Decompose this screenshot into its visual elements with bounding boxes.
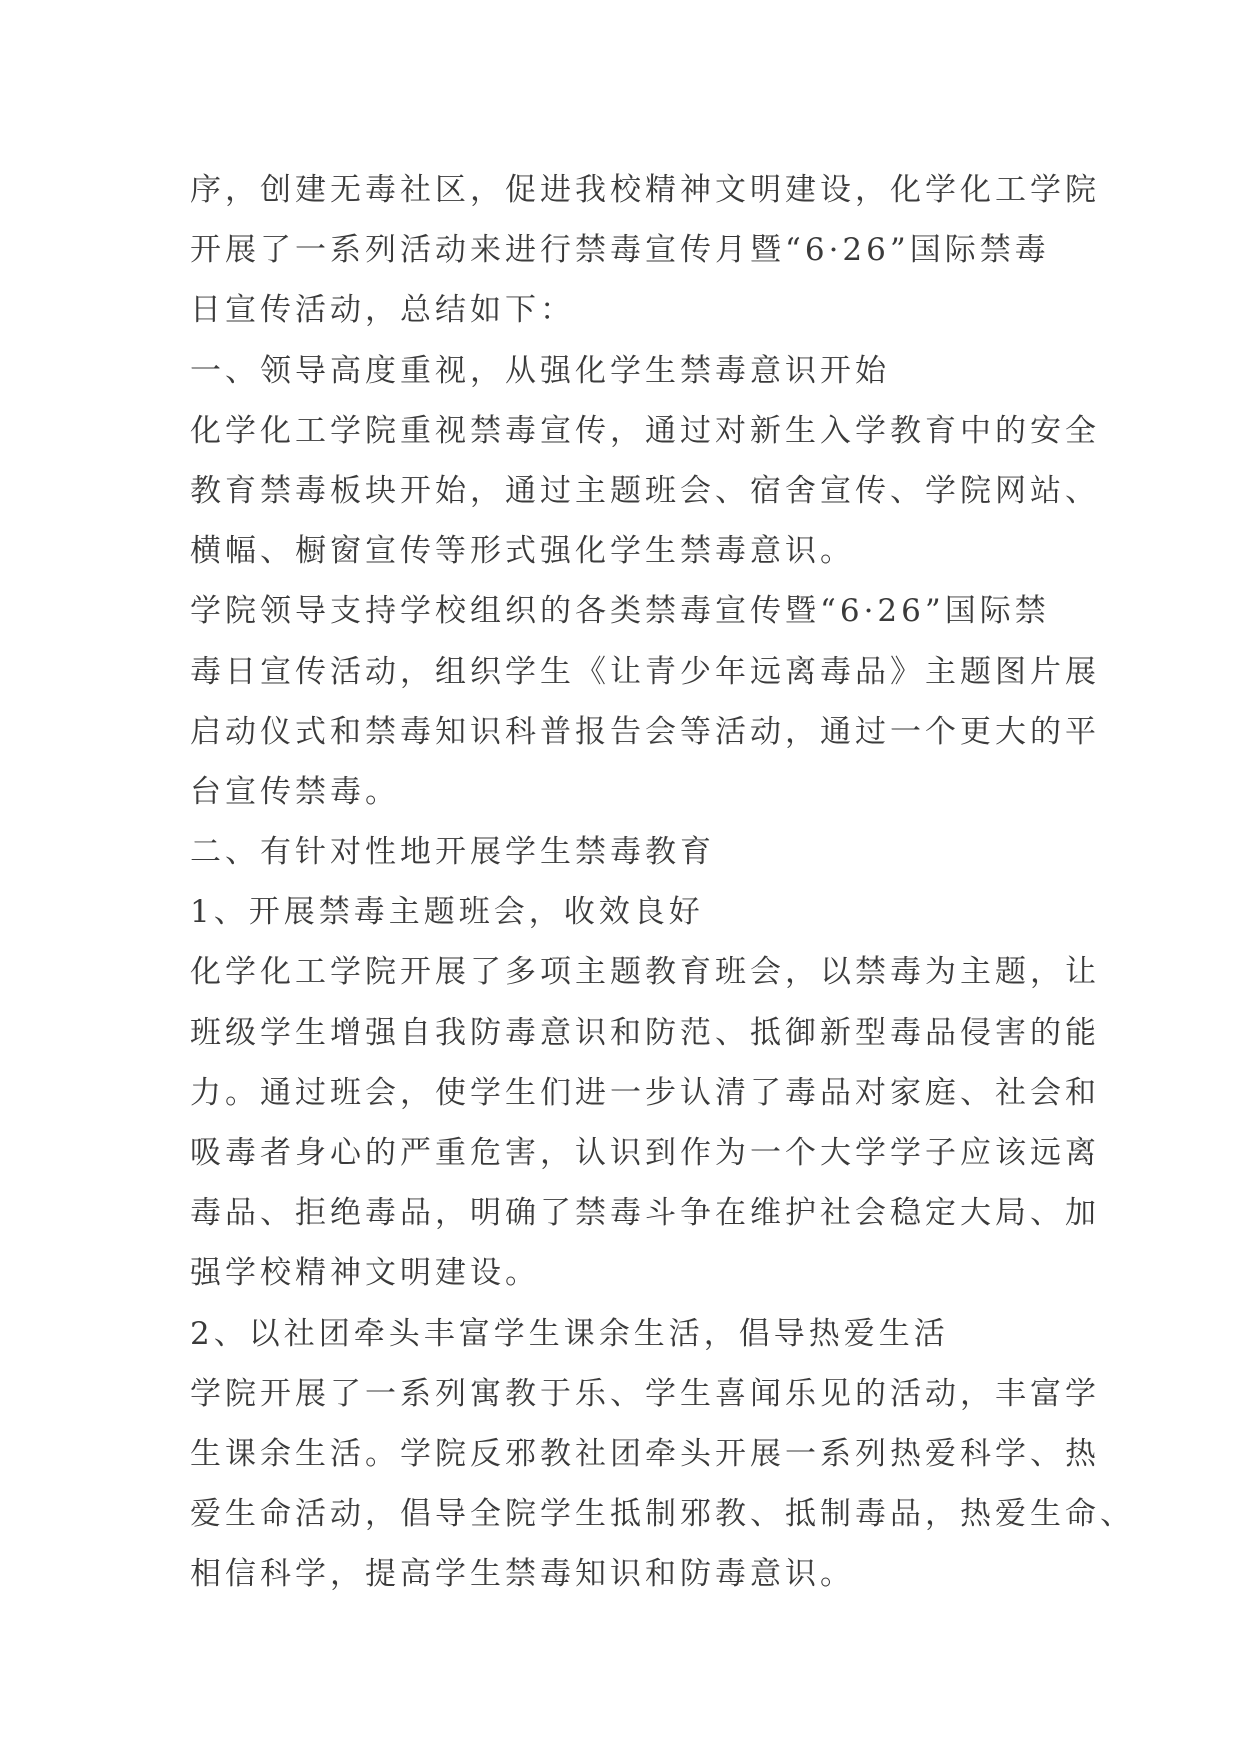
- text-line: 学院开展了一系列寓教于乐、学生喜闻乐见的活动，丰富学: [190, 1375, 1100, 1412]
- text-line: 日宣传活动，总结如下：: [190, 292, 575, 329]
- text-line: 毒日宣传活动，组织学生《让青少年远离毒品》主题图片展: [190, 653, 1100, 690]
- text-line: 启动仪式和禁毒知识科普报告会等活动，通过一个更大的平: [190, 713, 1100, 750]
- subsection-heading: 1、开展禁毒主题班会，收效良好: [190, 894, 704, 931]
- subsection-heading: 2、以社团牵头丰富学生课余生活，倡导热爱生活: [190, 1315, 949, 1352]
- text-line: 化学化工学院重视禁毒宣传，通过对新生入学教育中的安全: [190, 412, 1100, 449]
- text-line: 横幅、橱窗宣传等形式强化学生禁毒意识。: [190, 533, 855, 570]
- text-line: 化学化工学院开展了多项主题教育班会，以禁毒为主题，让: [190, 954, 1100, 991]
- text-line: 台宣传禁毒。: [190, 773, 400, 810]
- text-line: 吸毒者身心的严重危害，认识到作为一个大学学子应该远离: [190, 1135, 1100, 1171]
- text-line: 教育禁毒板块开始，通过主题班会、宿舍宣传、学院网站、: [190, 472, 1100, 509]
- text-line: 强学校精神文明建设。: [190, 1255, 540, 1292]
- text-line: 班级学生增强自我防毒意识和防范、抵御新型毒品侵害的能: [190, 1014, 1100, 1051]
- text-line: 生课余生活。学院反邪教社团牵头开展一系列热爱科学、热: [190, 1435, 1100, 1472]
- text-line: 力。通过班会，使学生们进一步认清了毒品对家庭、社会和: [190, 1074, 1100, 1111]
- text-line: 爱生命活动，倡导全院学生抵制邪教、抵制毒品，热爱生命、: [190, 1496, 1135, 1533]
- document-page: [190, 160, 1135, 1605]
- section-heading: 二、有针对性地开展学生禁毒教育: [190, 834, 715, 871]
- text-line: 开展了一系列活动来进行禁毒宣传月暨“6·26”国际禁毒: [190, 232, 1050, 269]
- text-line: 学院领导支持学校组织的各类禁毒宣传暨“6·26”国际禁: [190, 593, 1050, 630]
- text-line: 序，创建无毒社区，促进我校精神文明建设，化学化工学院: [190, 172, 1100, 208]
- text-line: 相信科学，提高学生禁毒知识和防毒意识。: [190, 1556, 855, 1593]
- text-line: 毒品、拒绝毒品，明确了禁毒斗争在维护社会稳定大局、加: [190, 1195, 1100, 1232]
- section-heading: 一、领导高度重视，从强化学生禁毒意识开始: [190, 352, 890, 389]
